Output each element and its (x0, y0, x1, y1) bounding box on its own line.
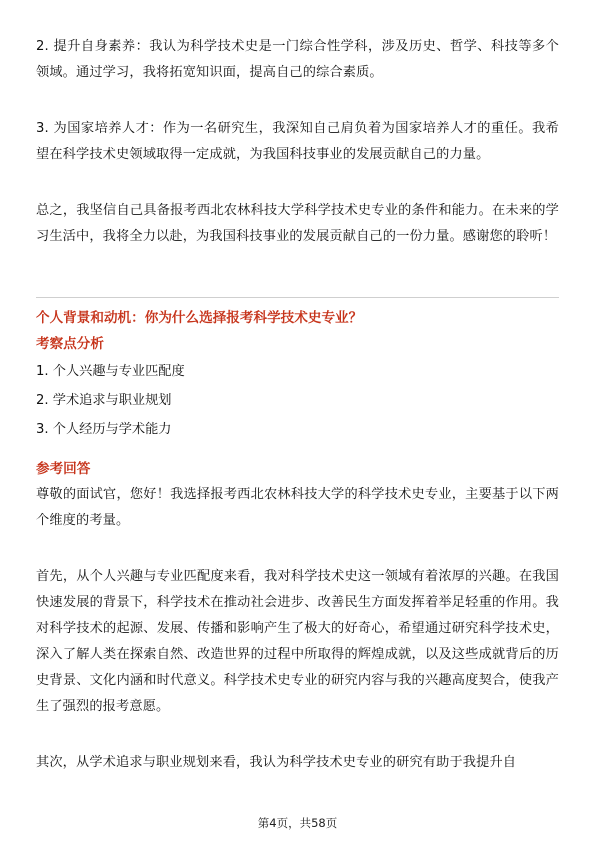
question-section (36, 305, 559, 444)
paragraph-spacer (36, 534, 559, 564)
analysis-point: 1. 个人兴趣与专业匹配度 (36, 364, 185, 379)
page-number: 第4页，共58页 (257, 816, 338, 830)
paragraph-spacer (36, 720, 559, 750)
analysis-point: 2. 学术追求与职业规划 (36, 393, 172, 408)
answer-interest: 首先，从个人兴趣与专业匹配度来看，我对科学技术史这一领域有着浓厚的兴趣。在我国快速发展的背景下，科学技术在推动社会进步、改善民生方面发挥着举足轻重的作用。我对科学技术的起源、发展、传播和影响产生了极大的好奇心，希望通过研究科学技术史，深入了解人类在探索自然、改造世界的过程中所取得的辉煌成就，以及这些成就背后的历史背景、文化内涵和时代意义。科学技术史专业的研究内容与我的兴趣高度契合，使我产生了强烈的报考意愿。 (36, 569, 559, 714)
analysis-point: 3. 个人经历与学术能力 (36, 422, 172, 437)
answer-academic: 其次，从学术追求与职业规划来看，我认为科学技术史专业的研究有助于我提升自 (36, 755, 517, 770)
paragraph-conclusion: 总之，我坚信自己具备报考西北农林科技大学科学技术史专业的条件和能力。在未来的学习生活中，我将全力以赴，为我国科技事业的发展贡献自己的一份力量。感谢您的聆听！ (36, 203, 559, 244)
question-title: 个人背景和动机：你为什么选择报考科学技术史专业？ (36, 310, 363, 326)
paragraph-spacer (36, 168, 559, 198)
top-content (36, 34, 559, 250)
analysis-heading: 考察点分析 (36, 336, 104, 352)
paragraph-spacer (36, 86, 559, 116)
answer-section (36, 456, 559, 776)
paragraph-self-cultivation: 2. 提升自身素养：我认为科学技术史是一门综合性学科，涉及历史、哲学、科技等多个领域。通过学习，我将拓宽知识面，提高自己的综合素质。 (36, 39, 559, 80)
answer-greeting: 尊敬的面试官，您好！我选择报考西北农林科技大学的科学技术史专业，主要基于以下两个维度的考量。 (36, 487, 559, 528)
section-divider (36, 297, 559, 298)
paragraph-national-talent: 3. 为国家培养人才：作为一名研究生，我深知自己肩负着为国家培养人才的重任。我希望在科学技术史领域取得一定成就，为我国科技事业的发展贡献自己的力量。 (36, 121, 559, 162)
answer-heading: 参考回答 (36, 461, 91, 477)
